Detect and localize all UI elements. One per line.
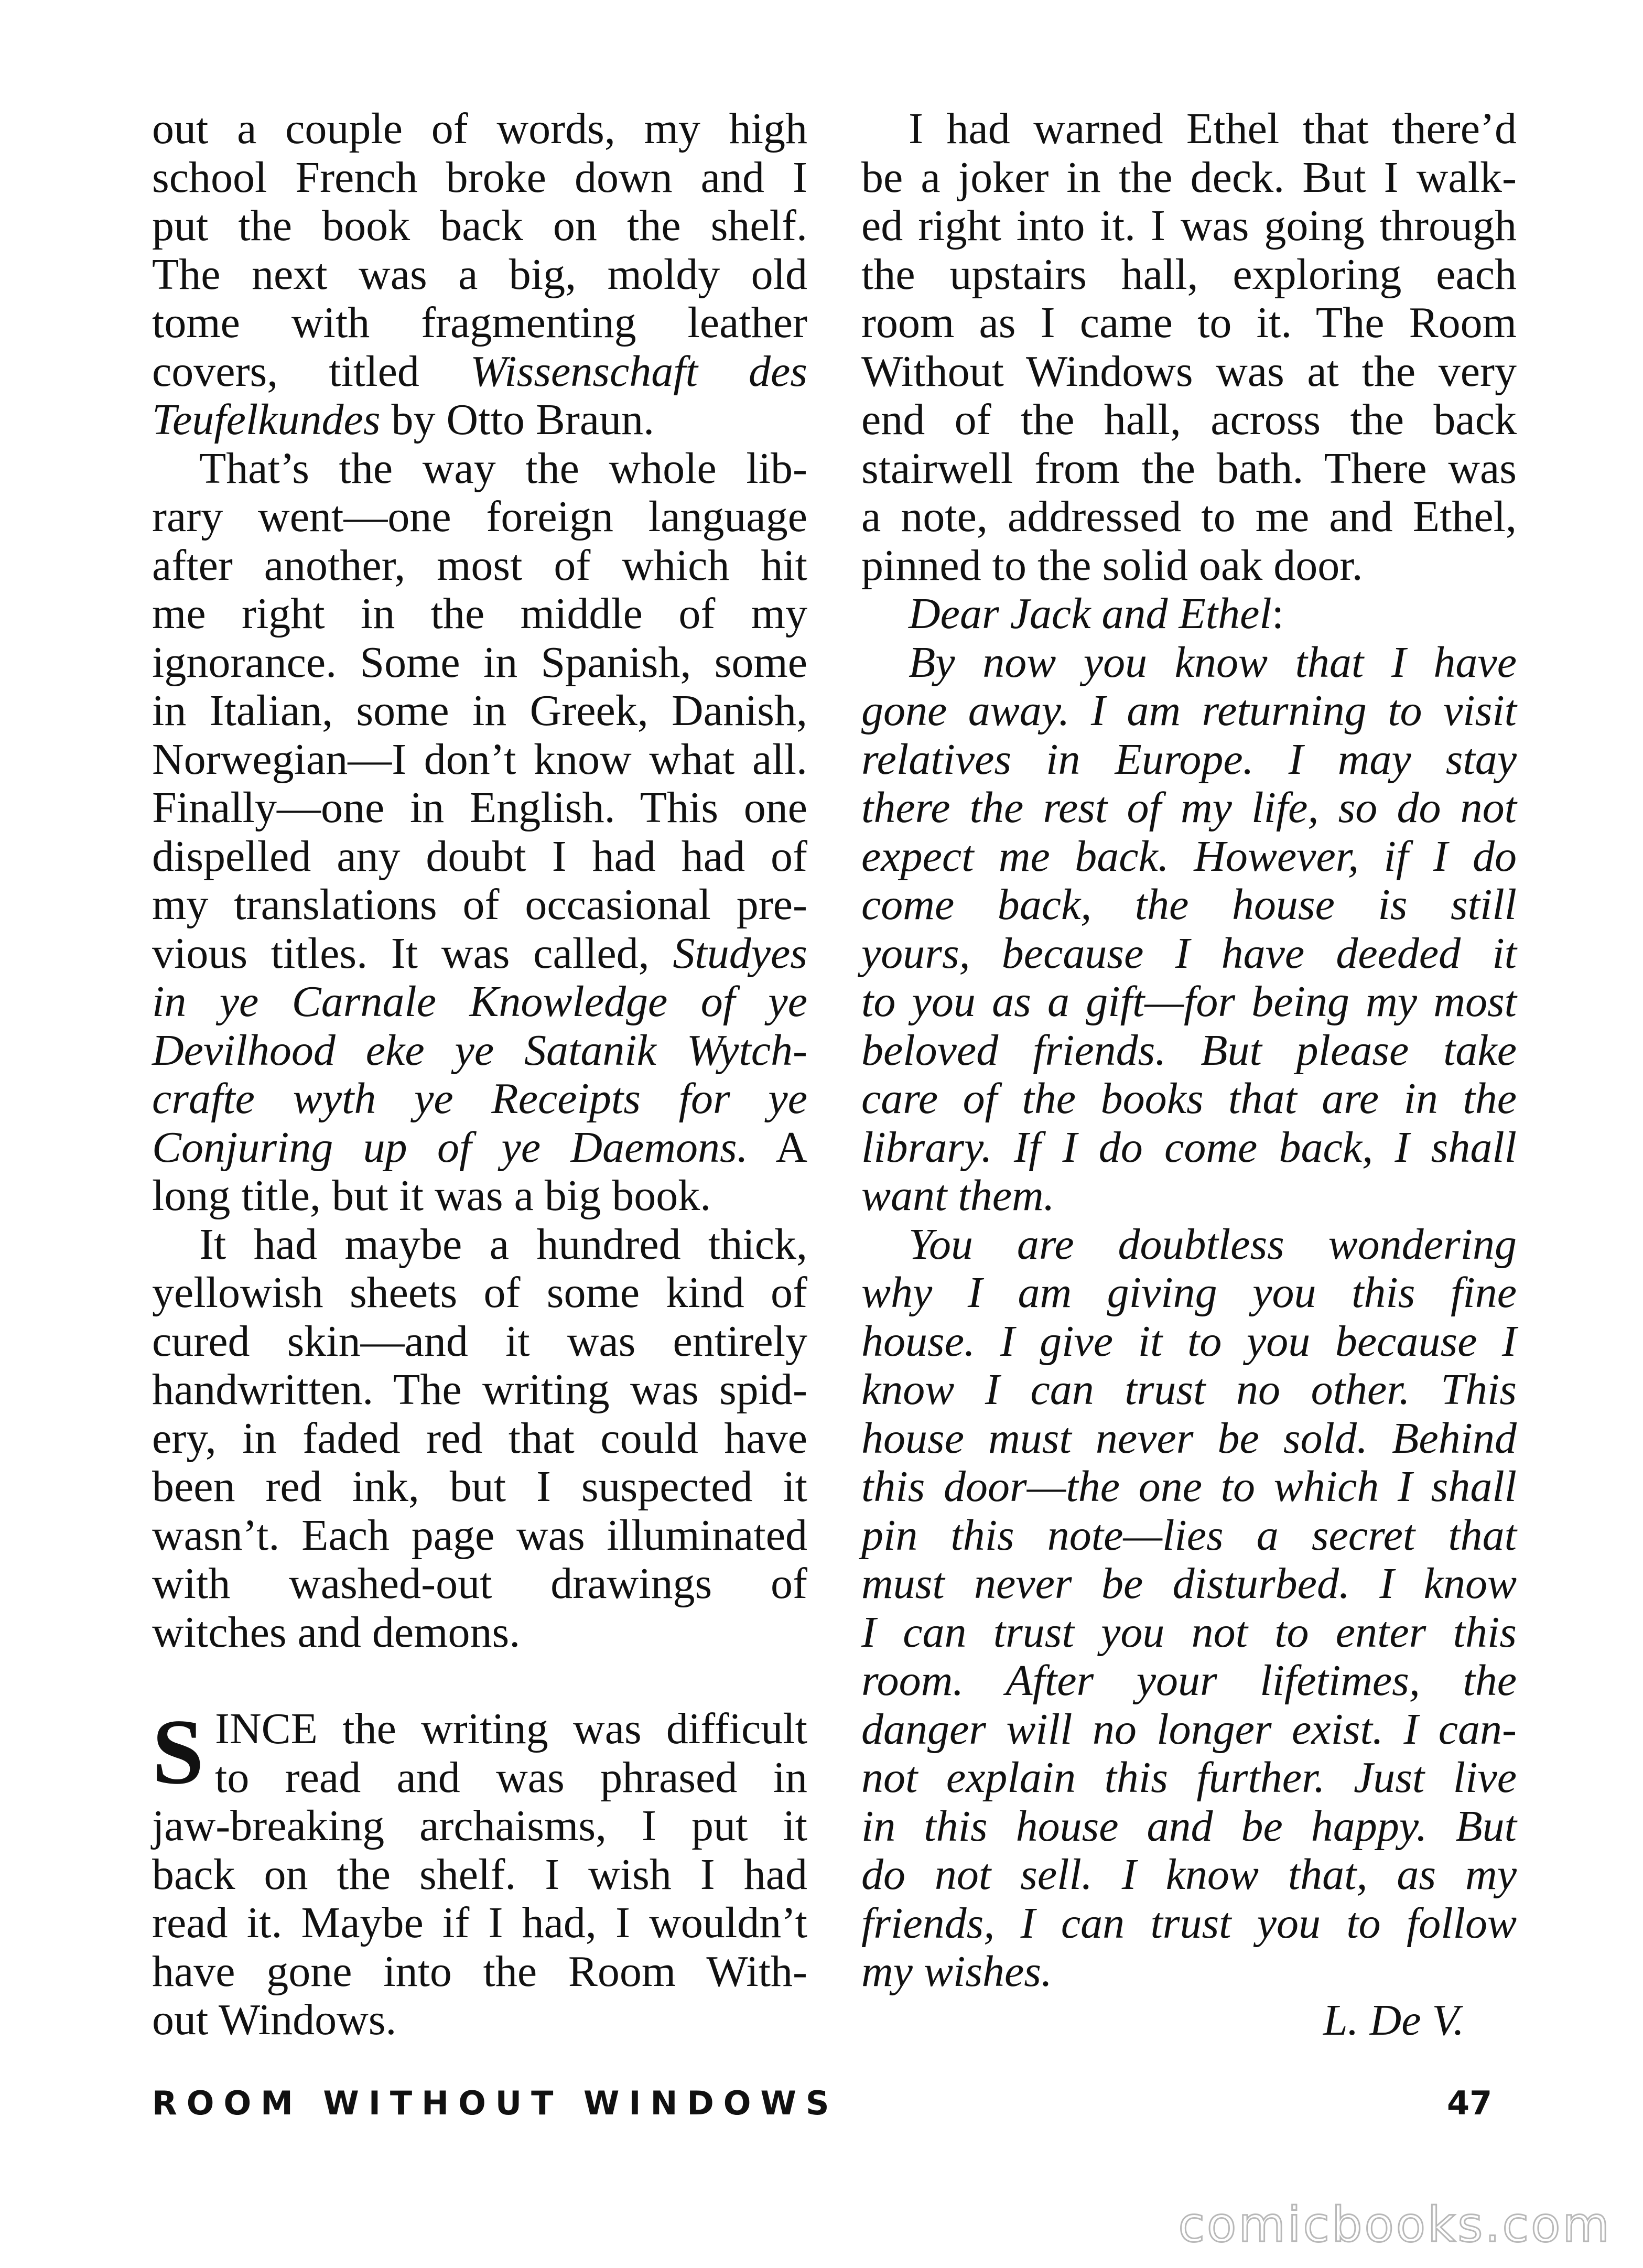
italic-text: Devilhood eke ye Satanik Wytch- — [152, 1025, 807, 1075]
text-line — [152, 736, 807, 784]
text-line — [152, 833, 807, 881]
text-line — [861, 1560, 1517, 1608]
italic-text: want them. — [861, 1171, 1055, 1220]
text-line — [152, 299, 807, 348]
text-line — [861, 445, 1517, 493]
italic-text: come back, the house is still — [861, 880, 1517, 929]
right-column — [861, 105, 1517, 2045]
text-run: witches and demons. — [152, 1607, 521, 1657]
text-line — [152, 1317, 807, 1366]
text-line — [861, 639, 1517, 687]
text-line — [152, 1754, 807, 1802]
text-line — [152, 590, 807, 639]
italic-text: library. If I do come back, I shall — [861, 1122, 1517, 1172]
text-run: It had maybe a hundred thick, — [199, 1219, 807, 1269]
text-line — [861, 978, 1517, 1027]
text-run: A — [748, 1122, 808, 1172]
text-line — [152, 1269, 807, 1317]
text-line — [152, 1172, 807, 1221]
left-column-text — [152, 105, 807, 1657]
text-line — [152, 687, 807, 736]
text-line — [861, 1948, 1517, 1996]
text-run: tome with fragmenting leather — [152, 298, 807, 347]
text-run: out a couple of words, my high — [152, 104, 807, 153]
text-line — [152, 396, 807, 445]
text-run: out Windows. — [152, 1995, 397, 2044]
italic-text: Wissenschaft des — [470, 347, 807, 396]
text-line — [152, 542, 807, 590]
text-run: Finally—one in English. This one — [152, 783, 807, 832]
italic-text: gone away. I am returning to visit — [861, 686, 1517, 735]
text-line — [152, 1948, 807, 1996]
signature: L. De V. — [1323, 1995, 1464, 2045]
text-line — [152, 1608, 807, 1657]
text-line — [152, 784, 807, 833]
text-run: : — [1271, 589, 1284, 638]
text-line — [152, 348, 807, 396]
text-line — [152, 1027, 807, 1075]
italic-text: my wishes. — [861, 1947, 1052, 1996]
italic-text: pin this note—lies a secret that — [861, 1510, 1517, 1560]
text-run: jaw-breaking archaisms, I put it — [152, 1801, 807, 1850]
text-line — [861, 1463, 1517, 1511]
text-run: cured skin—and it was entirely — [152, 1316, 807, 1366]
text-line — [152, 1221, 807, 1269]
text-run: read it. Maybe if I had, I wouldn’t — [152, 1898, 807, 1947]
text-line — [152, 1705, 807, 1754]
text-line — [152, 251, 807, 299]
text-line — [152, 445, 807, 493]
text-line — [152, 1802, 807, 1851]
section-break — [152, 1657, 807, 1705]
dropcap-paragraph-text — [152, 1700, 807, 2045]
italic-text: why I am giving you this fine — [861, 1268, 1517, 1317]
text-run: The next was a big, moldy old — [152, 250, 807, 299]
italic-text: house. I give it to you because I — [861, 1316, 1517, 1366]
text-run: be a joker in the deck. But I walk- — [861, 153, 1517, 202]
text-line — [861, 687, 1517, 736]
text-run: rary went—one foreign language — [152, 492, 807, 541]
text-line — [861, 930, 1517, 978]
left-column — [152, 105, 807, 2045]
text-line — [152, 1560, 807, 1608]
italic-text: danger will no longer exist. I can- — [861, 1704, 1517, 1754]
text-run: school French broke down and I — [152, 153, 807, 202]
italic-text: friends, I can trust you to follow — [861, 1898, 1517, 1948]
text-run: covers, titled — [152, 347, 470, 396]
text-line — [152, 1414, 807, 1463]
italic-text: Teufelkundes — [152, 395, 381, 444]
text-line — [861, 1317, 1517, 1366]
text-line — [861, 833, 1517, 881]
text-run: dispelled any doubt I had had of — [152, 831, 807, 881]
text-run: vious titles. It was called, — [152, 928, 673, 978]
italic-text: You are doubtless wondering — [909, 1219, 1517, 1269]
text-line — [152, 639, 807, 687]
italic-text: there the rest of my life, so do not — [861, 783, 1517, 832]
text-line — [152, 881, 807, 930]
text-run: handwritten. The writing was spid- — [152, 1365, 807, 1414]
italic-text: expect me back. However, if I do — [861, 831, 1517, 881]
text-line — [861, 1657, 1517, 1705]
text-run: room as I came to it. The Room — [861, 298, 1517, 347]
text-line — [861, 1851, 1517, 1899]
italic-text: in ye Carnale Knowledge of ye — [152, 977, 807, 1026]
text-line — [861, 1366, 1517, 1414]
italic-text: house must never be sold. Behind — [861, 1413, 1517, 1463]
text-line — [861, 1414, 1517, 1463]
text-line — [152, 1899, 807, 1948]
watermark: comicbooks.com — [1178, 2197, 1612, 2253]
text-line — [861, 202, 1517, 251]
text-run: my translations of occasional pre- — [152, 880, 807, 929]
text-run: Without Windows was at the very — [861, 347, 1517, 396]
italic-text: Dear Jack and Ethel — [909, 589, 1272, 638]
text-line — [861, 542, 1517, 590]
italic-text: must never be disturbed. I know — [861, 1559, 1517, 1608]
text-line — [861, 1172, 1517, 1221]
italic-text: care of the books that are in the — [861, 1074, 1517, 1123]
text-line — [861, 1269, 1517, 1317]
text-line — [861, 1802, 1517, 1851]
dropcap-paragraph — [152, 1700, 807, 2045]
italic-text: do not sell. I know that, as my — [861, 1850, 1517, 1899]
text-run: me right in the middle of my — [152, 589, 807, 638]
text-run: a note, addressed to me and Ethel, — [861, 492, 1517, 541]
text-run: been red ink, but I suspected it — [152, 1462, 807, 1511]
text-line — [861, 299, 1517, 348]
italic-text: relatives in Europe. I may stay — [861, 735, 1517, 784]
footer-title: ROOM WITHOUT WINDOWS — [152, 2084, 839, 2122]
text-run: That’s the way the whole lib- — [199, 444, 807, 493]
text-line — [861, 1075, 1517, 1124]
italic-text: this door—the one to which I shall — [861, 1462, 1517, 1511]
text-run: after another, most of which hit — [152, 541, 807, 590]
italic-text: beloved friends. But please take — [861, 1025, 1517, 1075]
italic-text: Studyes — [673, 928, 807, 978]
text-line — [152, 1124, 807, 1172]
italic-text: crafte wyth ye Receipts for ye — [152, 1074, 807, 1123]
italic-text: know I can trust no other. This — [861, 1365, 1517, 1414]
text-run: Norwegian—I don’t know what all. — [152, 735, 807, 784]
italic-text: to you as a gift—for being my most — [861, 977, 1517, 1026]
text-line — [152, 105, 807, 154]
text-line — [152, 1996, 807, 2045]
text-run: by Otto Braun. — [380, 395, 655, 444]
text-line — [861, 881, 1517, 930]
italic-text: not explain this further. Just live — [861, 1753, 1517, 1802]
text-line — [152, 1463, 807, 1511]
text-run: long title, but it was a big book. — [152, 1171, 711, 1220]
text-run: ignorance. Some in Spanish, some — [152, 638, 807, 687]
right-column-text — [861, 105, 1517, 1996]
text-line — [861, 1899, 1517, 1948]
text-run: ed right into it. I was going through — [861, 201, 1517, 250]
text-run: I had warned Ethel that there’d — [909, 104, 1517, 153]
text-line — [152, 1075, 807, 1124]
text-line — [861, 396, 1517, 445]
text-line — [861, 1027, 1517, 1075]
italic-text: room. After your lifetimes, the — [861, 1656, 1517, 1705]
text-run: ery, in faded red that could have — [152, 1413, 807, 1463]
text-line — [861, 105, 1517, 154]
text-line — [861, 1705, 1517, 1754]
text-run: the upstairs hall, exploring each — [861, 250, 1517, 299]
text-run: with washed-out drawings of — [152, 1559, 807, 1608]
page-number: 47 — [1447, 2084, 1493, 2122]
italic-text: in this house and be happy. But — [861, 1801, 1517, 1851]
text-line — [152, 1851, 807, 1899]
text-run: INCE the writing was difficult — [215, 1704, 807, 1753]
text-run: back on the shelf. I wish I had — [152, 1850, 807, 1899]
text-line — [861, 784, 1517, 833]
text-line — [152, 978, 807, 1027]
text-line — [152, 930, 807, 978]
text-run: put the book back on the shelf. — [152, 201, 807, 250]
text-line — [861, 1511, 1517, 1560]
text-run: in Italian, some in Greek, Danish, — [152, 686, 807, 735]
text-line — [861, 1221, 1517, 1269]
text-line — [861, 251, 1517, 299]
text-line — [861, 1754, 1517, 1802]
italic-text: Conjuring up of ye Daemons. — [152, 1122, 748, 1172]
text-line — [861, 154, 1517, 202]
text-line — [861, 1124, 1517, 1172]
text-line — [861, 493, 1517, 542]
text-line — [861, 736, 1517, 784]
text-line — [861, 348, 1517, 396]
text-line — [152, 493, 807, 542]
text-run: stairwell from the bath. There was — [861, 444, 1517, 493]
text-line — [861, 590, 1517, 639]
italic-text: yours, because I have deeded it — [861, 928, 1517, 978]
drop-cap-letter: S — [152, 1700, 204, 1803]
italic-text: By now you know that I have — [909, 638, 1517, 687]
italic-text: I can trust you not to enter this — [861, 1607, 1517, 1657]
text-run: end of the hall, across the back — [861, 395, 1517, 444]
text-line — [152, 154, 807, 202]
text-run: have gone into the Room With- — [152, 1947, 807, 1996]
text-line — [152, 202, 807, 251]
text-line — [152, 1366, 807, 1414]
text-run: to read and was phrased in — [215, 1753, 807, 1802]
text-line — [861, 1608, 1517, 1657]
text-run: wasn’t. Each page was illuminated — [152, 1510, 807, 1560]
text-run: pinned to the solid oak door. — [861, 541, 1363, 590]
text-line — [152, 1511, 807, 1560]
text-run: yellowish sheets of some kind of — [152, 1268, 807, 1317]
